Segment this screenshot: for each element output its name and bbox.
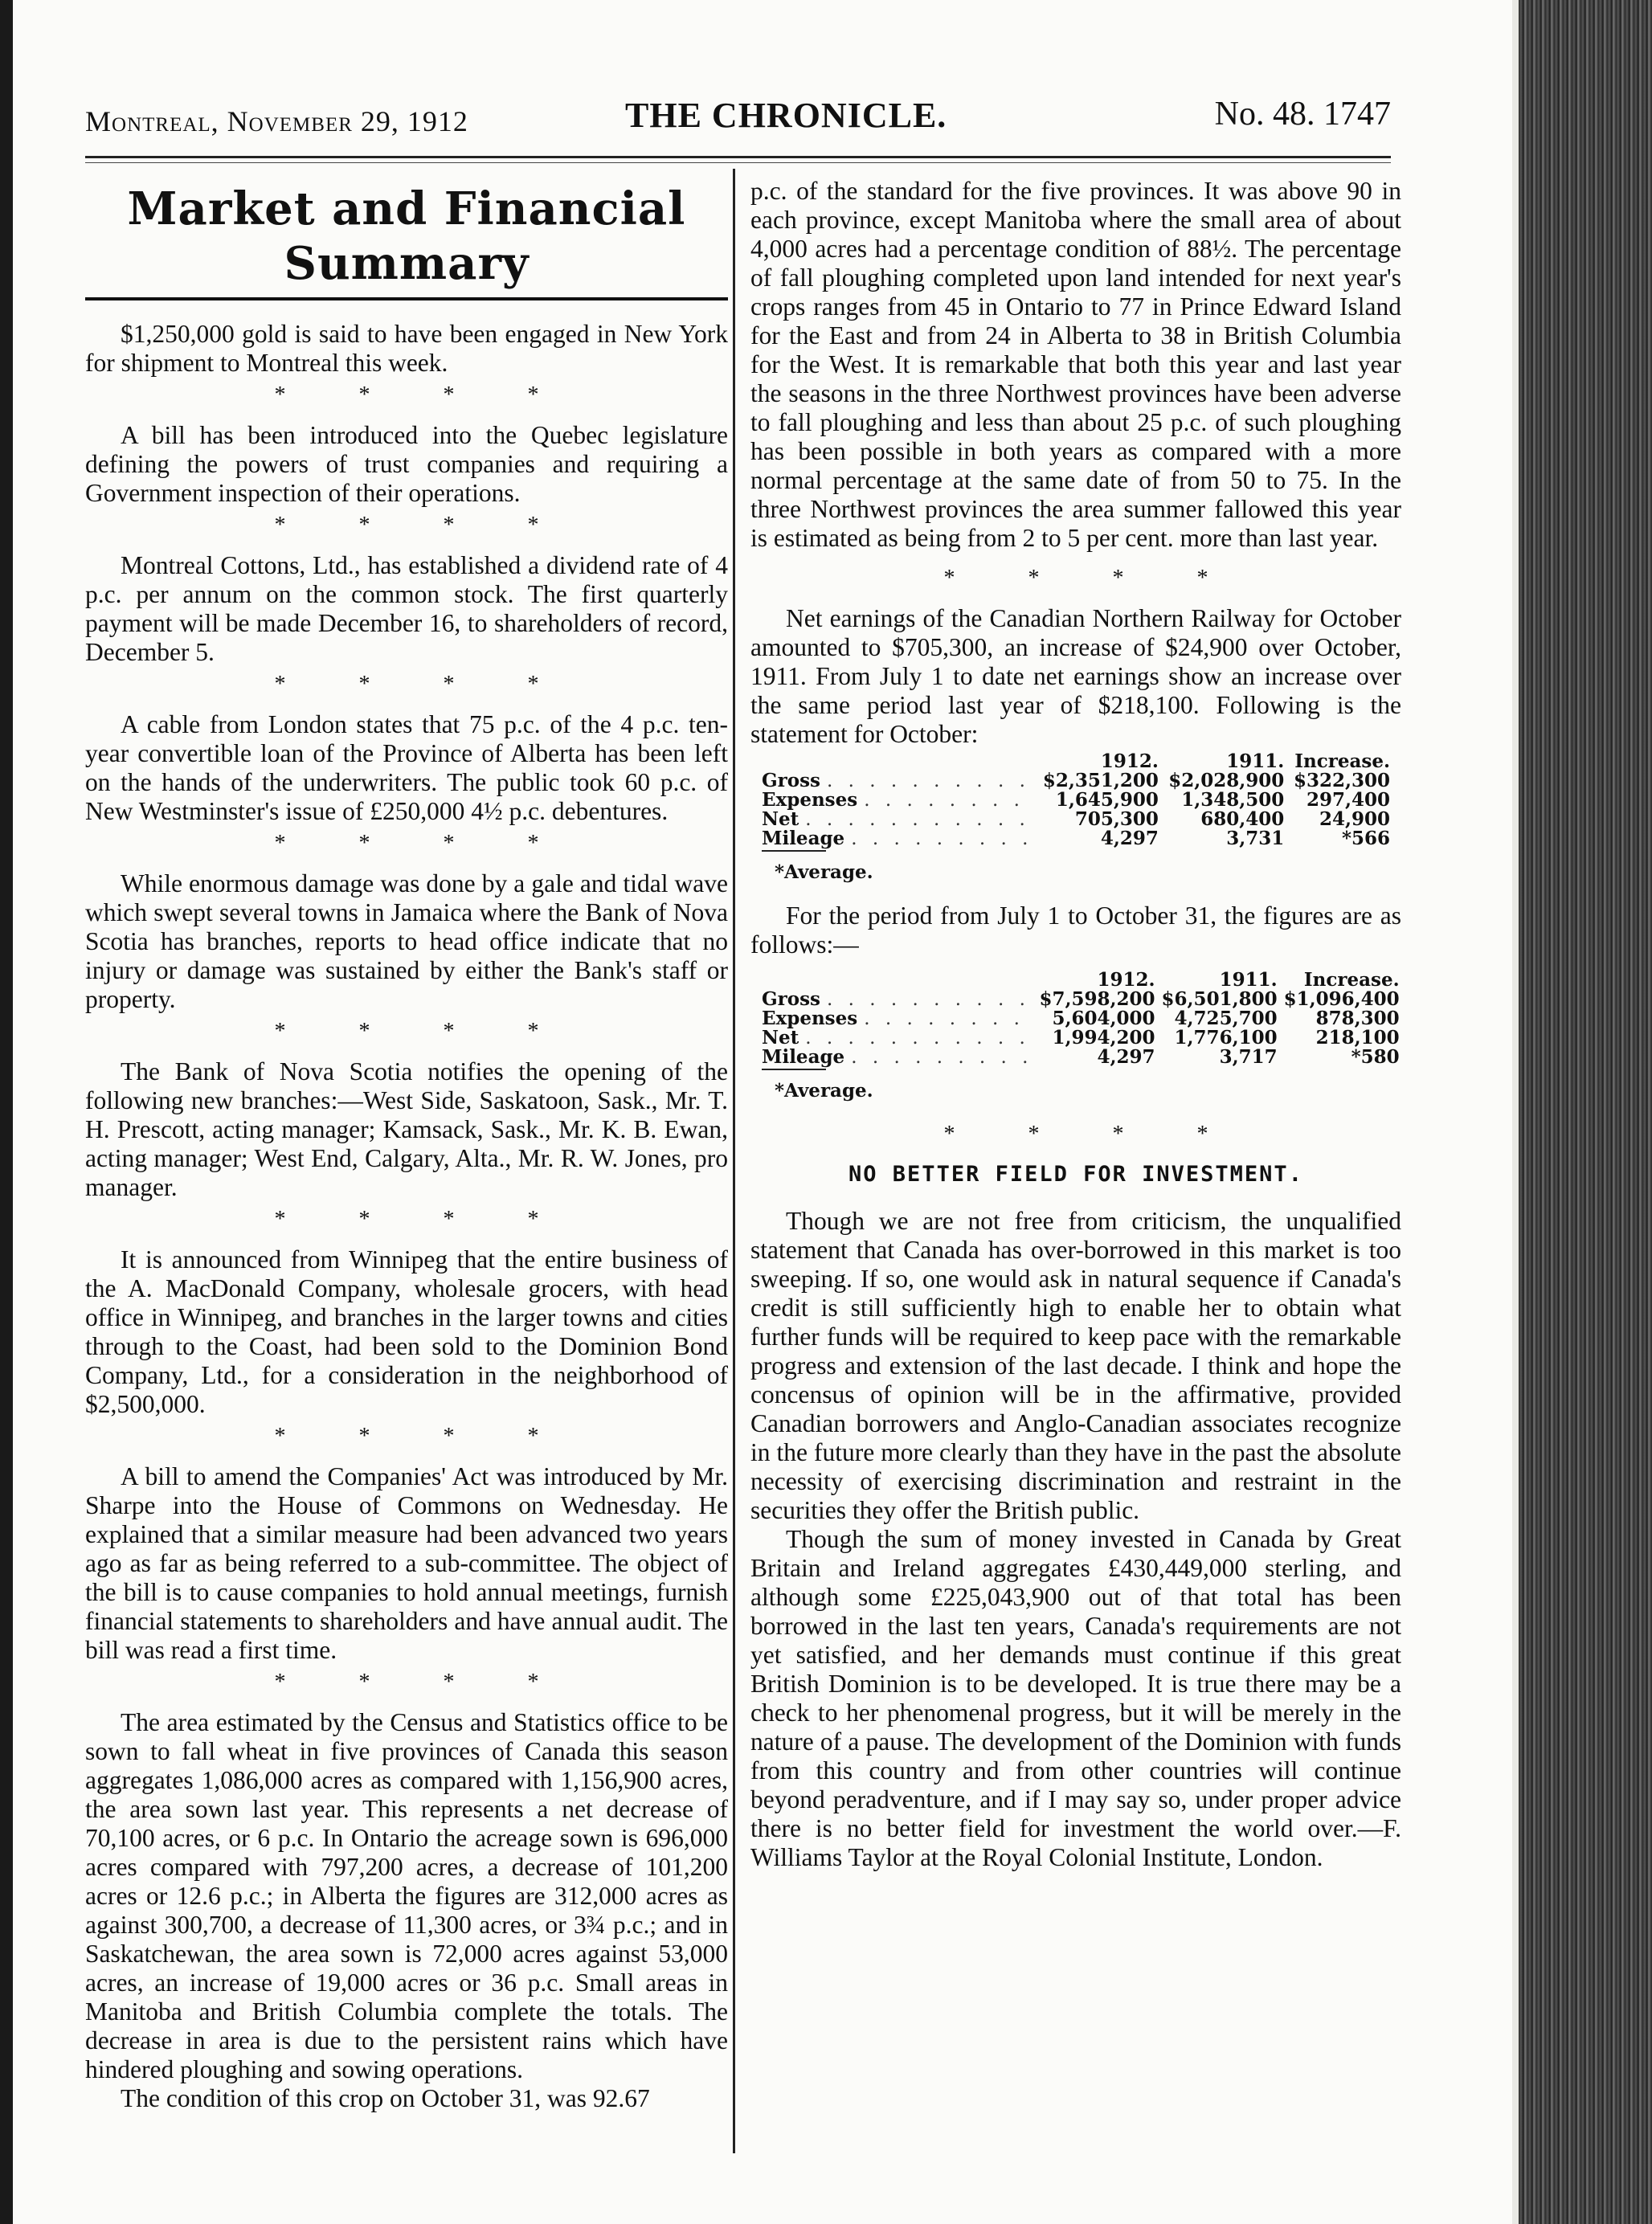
table-cell: 680,400 (1200, 808, 1285, 830)
table-header-row (759, 752, 1393, 771)
table-cell: $2,028,900 (1168, 770, 1285, 791)
row-label: Mileage (762, 828, 845, 849)
header-publication: THE CHRONICLE. (625, 96, 947, 135)
page-left-edge (0, 0, 13, 2224)
table-cell: 1,776,100 (1174, 1027, 1278, 1049)
separator-stars: * * * * (274, 1019, 573, 1044)
separator-stars: * * * * (274, 382, 573, 407)
investment-paragraph: Though the sum of money invested in Canada by Great Britain and Ireland aggregates £430,449,000 sterling, and although some £225,043,900 out of that total has been borrowed in the last ten years, Canada's requirements are not yet satisfied, and her demands must continue if this great British Dominion is to be developed. It is true there may be a check to her phenomenal progress, but it will be merely in the nature of a pause. The development of the Dominion with funds from this country and from other countries will continue beyond peradventure, and if I may say so, under proper advice there is no better field for investment the world over.—F. Williams Taylor at the Royal Colonial Institute, London. (750, 1525, 1401, 1871)
column-rule (733, 169, 735, 2153)
news-item-quebec-bill: A bill has been introduced into the Quebec legislature defining the powers of trust companies and requiring a Government inspection of their operations. (85, 421, 728, 507)
average-footnote: *Average. (775, 861, 873, 883)
table-row: Expenses . . . . . . . . 1,645,900 1,348,500 297,400 (759, 791, 1393, 810)
table-header (759, 752, 1037, 771)
table-cell: $322,300 (1293, 770, 1390, 791)
news-item-gold: $1,250,000 gold is said to have been engaged in New York for shipment to Montreal this week. (85, 320, 728, 377)
table-cell: *566 (1341, 828, 1390, 849)
row-label: Expenses (762, 1008, 858, 1029)
table-header: 1912. (1100, 750, 1159, 772)
row-label: Gross (762, 770, 820, 791)
article-subheading: NO BETTER FIELD FOR INVESTMENT. (848, 1162, 1303, 1187)
table-cell: 1,645,900 (1055, 789, 1159, 811)
table-rule (762, 1069, 826, 1070)
table-cell: *580 (1351, 1046, 1400, 1068)
table-cell: 4,725,700 (1174, 1008, 1278, 1029)
october-earnings-table (759, 752, 1393, 848)
table-header-row (759, 971, 1403, 990)
table-cell: $2,351,200 (1042, 770, 1159, 791)
separator-stars: * * * * (943, 1122, 1242, 1147)
header-rule-thin (85, 162, 1391, 163)
news-item-nova-scotia-branches: The Bank of Nova Scotia notifies the opening of the following new branches:—West Side, Saskatoon, Sask., Mr. T. H. Prescott, acting manager; Kamsack, Sask., Mr. K. B. Ewan, acting manager; West End, Calgary, Alta., Mr. R. W. Jones, pro manager. (85, 1057, 728, 1201)
news-item-montreal-cottons: Montreal Cottons, Ltd., has established a dividend rate of 4 p.c. per annum on the common stock. The first quarterly payment will be made December 16, to shareholders of record, December 5. (85, 551, 728, 666)
table-header (759, 971, 1037, 990)
table-row: Gross . . . . . . . . . . $7,598,200 $6,501,800 $1,096,400 (759, 990, 1403, 1009)
table-header: Increase. (1303, 969, 1400, 991)
table-cell: 4,297 (1097, 1046, 1155, 1068)
row-label: Expenses (762, 789, 858, 811)
table-cell: 3,717 (1219, 1046, 1278, 1068)
table-row: Net . . . . . . . . . . . 1,994,200 1,776,100 218,100 (759, 1028, 1403, 1048)
left-column (85, 177, 728, 2113)
table-header: Increase. (1294, 750, 1390, 772)
table-rule (762, 850, 826, 852)
investment-paragraph: Though we are not free from criticism, the unqualified statement that Canada has over-borrowed in this market is too sweeping. If so, one would ask in natural sequence if Canada's credit is still sufficiently high to enable her to obtain what further funds will be required to keep pace with the remarkable progress and extension of the last decade. I think and hope the concensus of opinion will be in the affirmative, provided Canadian borrowers and Anglo-Canadian associates recognize in the future more clearly than they have in the past the absolute necessity of exercising discrimination and restraint in the securities they offer the British public. (750, 1207, 1401, 1524)
separator-stars: * * * * (274, 1207, 573, 1232)
table-row: Mileage . . . . . . . . . 4,297 3,731 *566 (759, 829, 1393, 848)
news-item-macdonald: It is announced from Winnipeg that the entire business of the A. MacDonald Company, wholesale grocers, with head office in Winnipeg, and branches in the larger towns and cities through to the Coast, had been sold to the Dominion Bond Company, Ltd., for a consideration in the neighborhood of $2,500,000. (85, 1245, 728, 1418)
table-cell: 5,604,000 (1052, 1008, 1155, 1029)
table-cell: 4,297 (1100, 828, 1159, 849)
header-rule (85, 156, 1391, 158)
header-issue-page: No. 48. 1747 (1214, 96, 1391, 133)
table-cell: $7,598,200 (1039, 988, 1155, 1010)
header-dateline: Montreal, November 29, 1912 (85, 105, 468, 137)
period-earnings-table (759, 971, 1403, 1067)
table-header: 1912. (1097, 969, 1155, 991)
table-header: 1911. (1226, 750, 1285, 772)
separator-stars: * * * * (943, 566, 1242, 591)
book-binding (1519, 0, 1652, 2224)
table-cell: 878,300 (1315, 1008, 1400, 1029)
separator-stars: * * * * (274, 513, 573, 538)
row-label: Mileage (762, 1046, 845, 1068)
separator-stars: * * * * (274, 1670, 573, 1695)
separator-stars: * * * * (274, 831, 573, 856)
section-title: Market and Financial Summary (127, 182, 686, 290)
crop-continued: p.c. of the standard for the five provinces. It was above 90 in each province, except Manitoba where the small area of about 4,000 acres had a percentage condition of 88½. The percentage of fall ploughing completed upon land intended for next year's crops ranges from 45 in Ontario to 77 in Prince Edward Island for the East and from 24 in Alberta to 38 in British Columbia for the West. It is remarkable that both this year and last year the seasons in the three Northwest provinces have been adverse to fall ploughing and less than about 25 p.c. of such ploughing has been possible in both years as compared with a more normal percentage at the same date of from 50 to 75. In the three Northwest provinces the area summer fallowed this year is estimated as being from 2 to 5 per cent. more than last year. (750, 177, 1401, 552)
news-item-jamaica: While enormous damage was done by a gale and tidal wave which swept several towns in Jamaica where the Bank of Nova Scotia has branches, reports to head office indicate that no injury or damage was sustained by either the Bank's staff or property. (85, 869, 728, 1013)
table-row: Net . . . . . . . . . . . 705,300 680,400 24,900 (759, 810, 1393, 829)
row-label: Gross (762, 988, 820, 1010)
cnr-earnings: Net earnings of the Canadian Northern Railway for October amounted to $705,300, an increase of $24,900 over October, 1911. From July 1 to date net earnings show an increase over the same period last year of $218,100. Following is the statement for October: (750, 604, 1401, 748)
news-item-fall-wheat: The area estimated by the Census and Statistics office to be sown to fall wheat in five provinces of Canada this season aggregates 1,086,000 acres as compared with 1,156,900 acres, the area sown last year. This represents a net decrease of 70,100 acres, or 6 p.c. In Ontario the acreage sown is 696,000 acres compared with 797,200 acres, a decrease of 101,200 acres or 12.6 p.c.; in Alberta the figures are 312,000 acres as against 300,700, a decrease of 11,300 acres, or 3¾ p.c.; and in Saskatchewan, the area sown is 72,000 acres against 53,000 acres, an increase of 19,000 acres or 36 p.c. Small areas in Manitoba and British Columbia complete the totals. The decrease in area is due to the persistent rains which have hindered ploughing and sowing operations. (85, 1708, 728, 2083)
page-header (85, 90, 1391, 138)
table-row: Mileage . . . . . . . . . 4,297 3,717 *580 (759, 1048, 1403, 1067)
table-cell: $1,096,400 (1283, 988, 1400, 1010)
table-cell: 1,994,200 (1052, 1027, 1155, 1049)
average-footnote: *Average. (775, 1080, 873, 1102)
news-item-crop-condition: The condition of this crop on October 31, was 92.67 (121, 2084, 650, 2112)
right-column (750, 177, 1401, 1872)
table-cell: $6,501,800 (1161, 988, 1278, 1010)
news-item-companies-act: A bill to amend the Companies' Act was introduced by Mr. Sharpe into the House of Commons on Wednesday. He explained that a similar measure had been advanced two years ago as far as being referred to a sub-committee. The object of the bill is to cause companies to hold annual meetings, furnish financial statements to shareholders and have annual audit. The bill was read a first time. (85, 1462, 728, 1664)
table-cell: 705,300 (1074, 808, 1159, 830)
table-header: 1911. (1219, 969, 1278, 991)
news-item-alberta-loan: A cable from London states that 75 p.c. of the 4 p.c. ten-year convertible loan of the Province of Alberta has been left on the hands of the underwriters. The public took 60 p.c. of New Westminster's issue of £250,000 4½ p.c. debentures. (85, 710, 728, 825)
table-row: Expenses . . . . . . . . 5,604,000 4,725,700 878,300 (759, 1009, 1403, 1028)
table-cell: 24,900 (1319, 808, 1390, 830)
row-label: Net (762, 1027, 799, 1049)
row-label: Net (762, 808, 799, 830)
table-cell: 3,731 (1226, 828, 1285, 849)
table-cell: 1,348,500 (1181, 789, 1285, 811)
table-cell: 218,100 (1315, 1027, 1400, 1049)
separator-stars: * * * * (274, 1424, 573, 1449)
separator-stars: * * * * (274, 672, 573, 697)
table-row: Gross . . . . . . . . . . $2,351,200 $2,028,900 $322,300 (759, 771, 1393, 791)
period-intro: For the period from July 1 to October 31, the figures are as follows:— (750, 901, 1401, 959)
table-cell: 297,400 (1306, 789, 1390, 811)
title-rule (85, 297, 728, 300)
